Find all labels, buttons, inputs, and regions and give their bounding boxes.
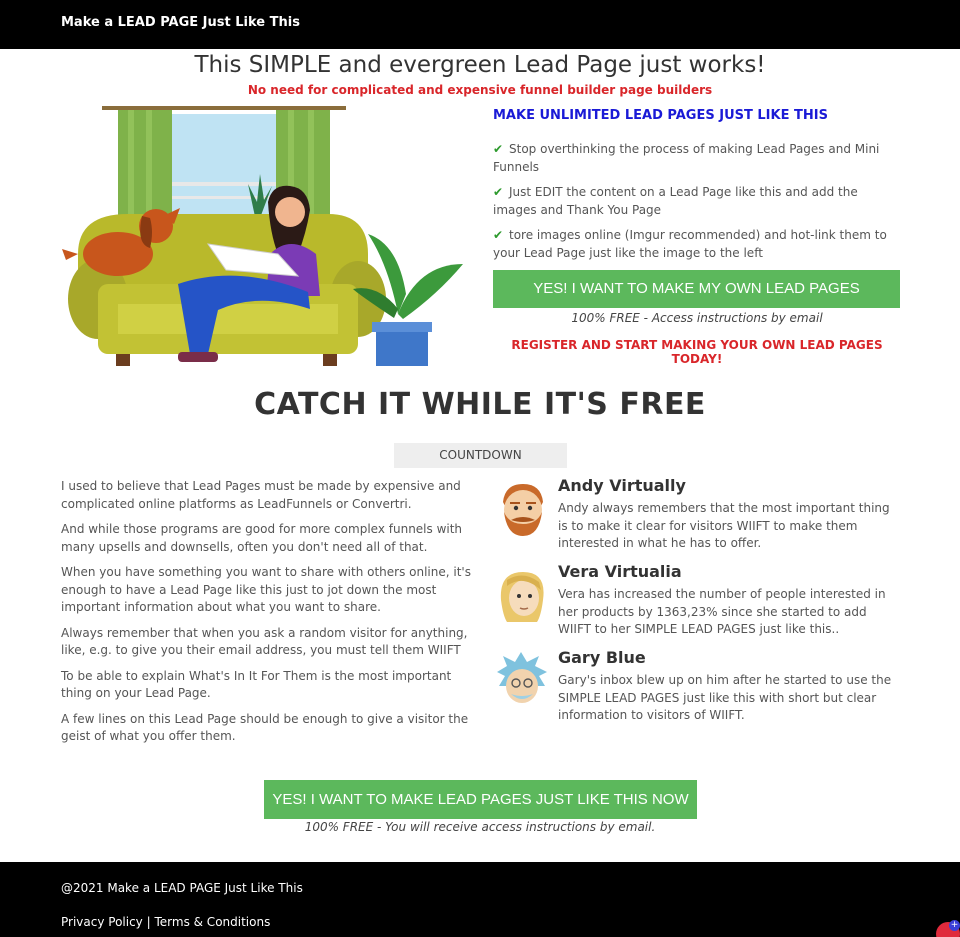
register-callout: REGISTER AND START MAKING YOUR OWN LEAD PAGES TODAY! [511,338,883,366]
benefits-heading: MAKE UNLIMITED LEAD PAGES JUST LIKE THIS [493,108,828,123]
catch-heading: CATCH IT WHILE IT'S FREE [254,387,706,422]
benefit-text: Stop overthinking the process of making Lead Pages and Mini Funnels [493,142,880,174]
testimonial-gary [493,648,903,734]
check-icon: ✔ [493,142,504,156]
site-brand[interactable]: Make a LEAD PAGE Just Like This [61,15,300,30]
testimonial-vera [493,562,903,648]
testimonial-text: Andy always remembers that the most important thing is to make it clear for visitors WIIFT to make them interested in what he has to offer. [558,501,890,550]
testimonial-text: Gary's inbox blew up on him after he started to use the SIMPLE LEAD PAGES just like this with short but clear information to visitors of WIIFT. [558,673,892,722]
benefit-item [493,227,901,262]
intro-text [61,478,471,754]
benefit-text: Just EDIT the content on a Lead Page like this and add the images and Thank You Page [493,185,858,217]
intro-paragraph: A few lines on this Lead Page should be enough to give a visitor the geist of what you offer them. [61,711,469,743]
footer [0,862,960,937]
intro-paragraph: To be able to explain What's In It For Them is the most important thing on your Lead Page. [61,668,452,700]
terms-link[interactable]: Terms & Conditions [154,915,271,929]
testimonial-name: Vera Virtualia [558,562,682,581]
chat-widget-icon[interactable] [936,922,960,937]
testimonial-name: Gary Blue [558,648,646,667]
testimonial-andy [493,476,903,562]
avatar [493,480,551,538]
testimonial-name: Andy Virtually [558,476,686,495]
footer-links [61,915,270,929]
sub-headline: No need for complicated and expensive funnel builder page builders [247,83,713,97]
intro-paragraph: And while those programs are good for more complex funnels with many upsells and downsells, often you don't need all of that. [61,522,463,554]
copyright: @2021 Make a LEAD PAGE Just Like This [61,881,303,895]
top-bar [0,0,960,49]
bottom-access-note: 100% FREE - You will receive access instructions by email. [304,820,656,834]
footer-separator: | [146,915,151,929]
hero-illustration [58,104,470,370]
benefit-text: tore images online (Imgur recommended) and hot-link them to your Lead Page just like the image to the left [493,228,887,260]
benefit-item [493,141,901,176]
benefits-column [493,108,901,366]
check-icon: ✔ [493,185,504,199]
testimonials [493,476,903,734]
benefits-list [493,141,901,262]
avatar [493,566,551,624]
check-icon: ✔ [493,228,504,242]
access-note: 100% FREE - Access instructions by email [571,311,823,325]
benefit-item [493,184,901,219]
privacy-policy-link[interactable]: Privacy Policy [61,915,143,929]
countdown-box: COUNTDOWN [394,443,567,468]
make-lead-pages-now-button[interactable]: YES! I WANT TO MAKE LEAD PAGES JUST LIKE THIS NOW [264,780,697,819]
avatar [493,652,551,710]
plus-icon: + [950,920,959,930]
intro-paragraph: Always remember that when you ask a random visitor for anything, like, e.g. to give you their email address, you must tell them WIIFT [61,625,468,657]
intro-paragraph: I used to believe that Lead Pages must be made by expensive and complicated online platforms as LeadFunnels or Convertri. [61,479,461,511]
testimonial-text: Vera has increased the number of people interested in her products by 1363,23% since she started to add WIIFT to her SIMPLE LEAD PAGES just like this.. [558,587,886,636]
make-own-lead-pages-button[interactable]: YES! I WANT TO MAKE MY OWN LEAD PAGES [493,270,900,308]
main-headline: This SIMPLE and evergreen Lead Page just works! [194,52,766,78]
intro-paragraph: When you have something you want to share with others online, it's enough to have a Lead Page like this just to jot down the most important information about what you want to share. [61,565,471,614]
